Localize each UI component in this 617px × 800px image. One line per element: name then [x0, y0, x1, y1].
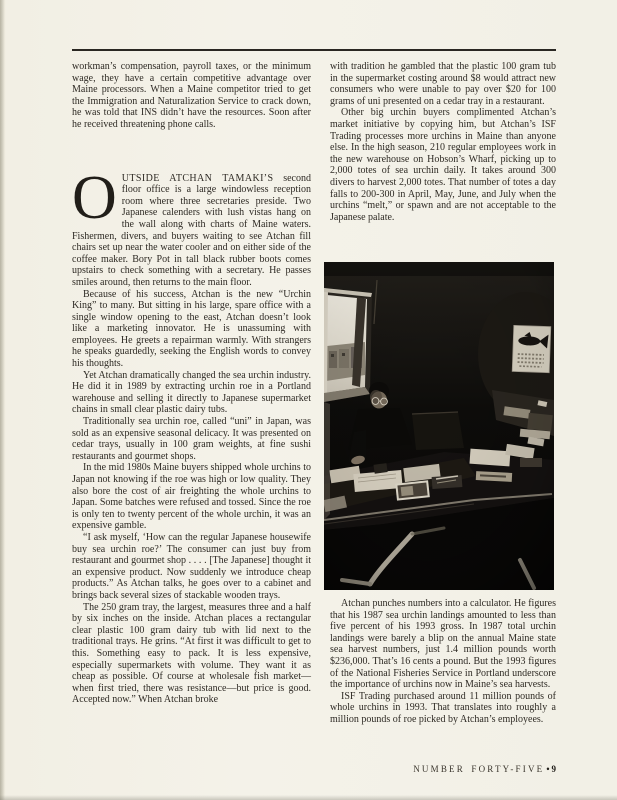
photo-illustration — [324, 262, 554, 590]
paragraph: Yet Atchan dramatically changed the sea urchin industry. He did it in 1989 by extracting urchin roe in a Portland warehouse and selling it directly to Japanese supermarket chains in small clear plastic dairy tubs. — [72, 369, 311, 416]
right-column-top — [330, 61, 556, 223]
paragraph: In the mid 1980s Maine buyers shipped whole urchins to Japan not knowing if the roe was high or low quality. They also bore the cost of air freighting the whole urchins to Japan. Some batches were refused and tossed. Since the roe is only ten to twenty percent of the whole urchin, it was an expensive gamble. — [72, 462, 311, 532]
paragraph: “I ask myself, ‘How can the regular Japanese housewife buy sea urchin roe?’ The consumer can just buy from restaurant and gourmet shop . . . . [The Japanese] thought it an expensive product. Now suddenly we introduce cheap products.” As Atchan talks, he goes over to a cabinet and brings back several sizes of stackable wooden trays. — [72, 531, 311, 601]
lead-in-caps: UTSIDE ATCHAN TAMAKI’S — [121, 172, 274, 184]
paragraph: Other big urchin buyers complimented Atchan’s market initiative by copying him, but Atchan’s ISF Trading processes more urchins in Maine than anyone else. In the high season, 210 regular employees work in the new warehouse on Hobson’s Wharf, picking up to 2,000 totes of sea urchin daily. It takes around 300 divers to harvest 2,000 totes. That number of totes a day falls to 200-300 in April, May, June, and July when the urchins “melt,” or spawn and are not acceptable to the Japanese palate. — [330, 107, 556, 223]
top-rule — [72, 49, 556, 51]
paragraph: workman’s compensation, payroll taxes, or the minimum wage, they have a certain competitive advantage over Maine processors. When a Maine competitor tried to get the Immigration and Naturalization Service to crack down, he was told that INS didn’t have the resources. Soon after he received threatening phone calls. — [72, 61, 311, 130]
footer-bullet: • — [546, 764, 550, 774]
paragraph-text: second floor office is a large windowless reception room where three secretaries preside. Two Japanese calenders with lush vistas hang on the wall along with charts of Maine waters. Fishermen, divers, and buyers waiting to see Atchan fill chairs set up near the water cooler and on either side of the coffee maker. Bory Pot in tall black rubber boots comes upstairs to check something with a secretary. He passes smiles around, then returns to the main floor. — [72, 172, 311, 288]
paragraph: with tradition he gambled that the plastic 100 gram tub in the supermarket costing around $8 would attract new consumers who were unable to pay over $20 for 100 grams of uni presented on a cedar tray in a restaurant. — [330, 61, 556, 107]
left-column — [72, 61, 311, 706]
paragraph: ISF Trading purchased around 11 million pounds of whole urchins in 1993. That translates into roughly a million pounds of roe picked by Atchan’s employees. — [330, 690, 556, 725]
paragraph: Atchan punches numbers into a calculator. He figures that his 1987 sea urchin landings amounted to less than five percent of his 1993 gross. In 1987 total urchin landings were barely a blip on the annual Maine state sea harvest numbers, just 1.4 million pounds worth $236,000. That’s 16 cents a pound. But the 1993 figures of the National Fisheries Service in Portland underscore the importance of urchins now in Maine’s sea harvests. — [330, 598, 556, 691]
paragraph-dropcap — [72, 163, 311, 289]
paragraph: The 250 gram tray, the largest, measures three and a half by six inches on the inside. Atchan places a rectangular clear plastic 100 gram dairy tub with lid next to the traditional trays. He grins. “At first it was difficult to get to this. Something easy to pack. It is less expensive, especially supermarkets with volume. They want it as cheap as possible. Of course at wholesale fish market—when first tried, there was resistance—but price is good. Accepted now.” When Atchan broke — [72, 601, 311, 706]
paragraph: Because of his success, Atchan is the new “Urchin King” to many. But sitting in his large, spare office with a single window opening to the east, Atchan doesn’t look like a marketing innovator. He is unassuming with employees. He greets a repairman warmly. With strangers he speaks guardedly, seeking the English words to convey his thoughts. — [72, 288, 311, 370]
drop-cap: O — [72, 163, 117, 232]
footer-issue-label: NUMBER FORTY-FIVE — [413, 764, 545, 774]
footer-page-number: 9 — [551, 764, 556, 774]
article-photo — [324, 262, 554, 590]
right-column-bottom — [330, 598, 556, 726]
page-scan-edge-bottom — [0, 795, 617, 800]
page-scan-edge-left — [0, 0, 5, 800]
paragraph: Traditionally sea urchin roe, called “uni” in Japan, was sold as an expensive seasonal delicacy. It was presented on cedar trays, usually in 100 gram weights, at fine sushi restaurants and gourmet shops. — [72, 416, 311, 462]
page-footer — [330, 764, 556, 774]
